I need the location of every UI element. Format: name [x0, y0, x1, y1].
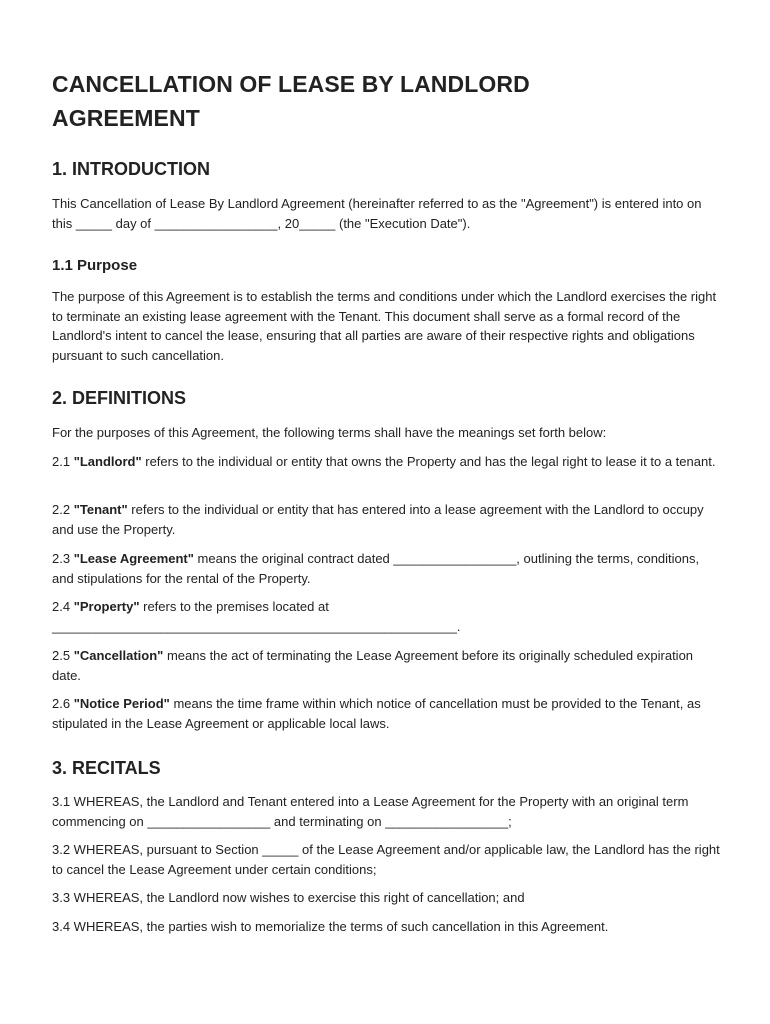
section-heading-definitions: 2. DEFINITIONS: [52, 388, 187, 408]
section-heading-introduction: 1. INTRODUCTION: [52, 159, 211, 179]
recital-item: 3.3 WHEREAS, the Landlord now wishes to exercise this right of cancellation; and: [52, 890, 525, 905]
definition-term: "Tenant": [73, 502, 128, 517]
definition-text: refers to the individual or entity that has entered into a lease agreement with the Landlord to occupy and use the Property.: [52, 502, 704, 537]
introduction-paragraph: This Cancellation of Lease By Landlord Agreement (hereinafter referred to as the "Agreement") is entered into on this _____ day of _________________, 20_____ (the "Execution Date").: [52, 196, 702, 231]
recital-item: 3.2 WHEREAS, pursuant to Section _____ of the Lease Agreement and/or applicable law, the Landlord has the right to cancel the Lease Agreement under certain conditions;: [52, 842, 720, 877]
definition-item: [52, 646, 720, 685]
definition-number: 2.3: [52, 551, 71, 566]
definition-text: refers to the individual or entity that owns the Property and has the legal right to lease it to a tenant.: [141, 454, 716, 469]
definition-term: "Cancellation": [73, 648, 164, 663]
definition-item: [52, 549, 720, 588]
definition-term: "Property": [73, 599, 140, 614]
definition-text: means the original contract dated _________________, outlining the terms, conditions, and stipulations for the rental of the Property.: [52, 551, 700, 586]
definition-number: 2.6: [52, 696, 71, 711]
recital-item: 3.1 WHEREAS, the Landlord and Tenant entered into a Lease Agreement for the Property with an original term commencing on _________________ and terminating on _________________;: [52, 794, 689, 829]
definition-number: 2.4: [52, 599, 71, 614]
section-heading-recitals: 3. RECITALS: [52, 758, 161, 778]
definition-text: means the time frame within which notice of cancellation must be provided to the Tenant, as stipulated in the Lease Agreement or applicable local laws.: [52, 696, 701, 731]
definition-number: 2.1: [52, 454, 71, 469]
definitions-intro: For the purposes of this Agreement, the following terms shall have the meanings set forth below:: [52, 425, 607, 440]
definition-term: "Notice Period": [73, 696, 170, 711]
definition-item: [52, 452, 720, 472]
definition-term: "Landlord": [73, 454, 142, 469]
recital-item: 3.4 WHEREAS, the parties wish to memorialize the terms of such cancellation in this Agreement.: [52, 919, 609, 934]
definition-item: [52, 597, 552, 636]
definition-term: "Lease Agreement": [73, 551, 194, 566]
definition-number: 2.2: [52, 502, 71, 517]
subsection-heading-purpose: 1.1 Purpose: [52, 257, 138, 274]
definition-number: 2.5: [52, 648, 71, 663]
definition-item: [52, 694, 720, 733]
purpose-paragraph: The purpose of this Agreement is to establish the terms and conditions under which the Landlord exercises the right to terminate an existing lease agreement with the Tenant. This document shall serve as a formal record of the Landlord's intent to cancel the lease, ensuring that all parties are aware of their respective rights and obligations pursuant to such cancellation.: [52, 289, 717, 363]
definition-item: [52, 500, 720, 539]
definition-text: means the act of terminating the Lease Agreement before its originally scheduled expiration date.: [52, 648, 694, 683]
definition-text: refers to the premises located at ________________________________________________________.: [52, 599, 461, 634]
document-title: CANCELLATION OF LEASE BY LANDLORD AGREEMENT: [52, 71, 530, 131]
